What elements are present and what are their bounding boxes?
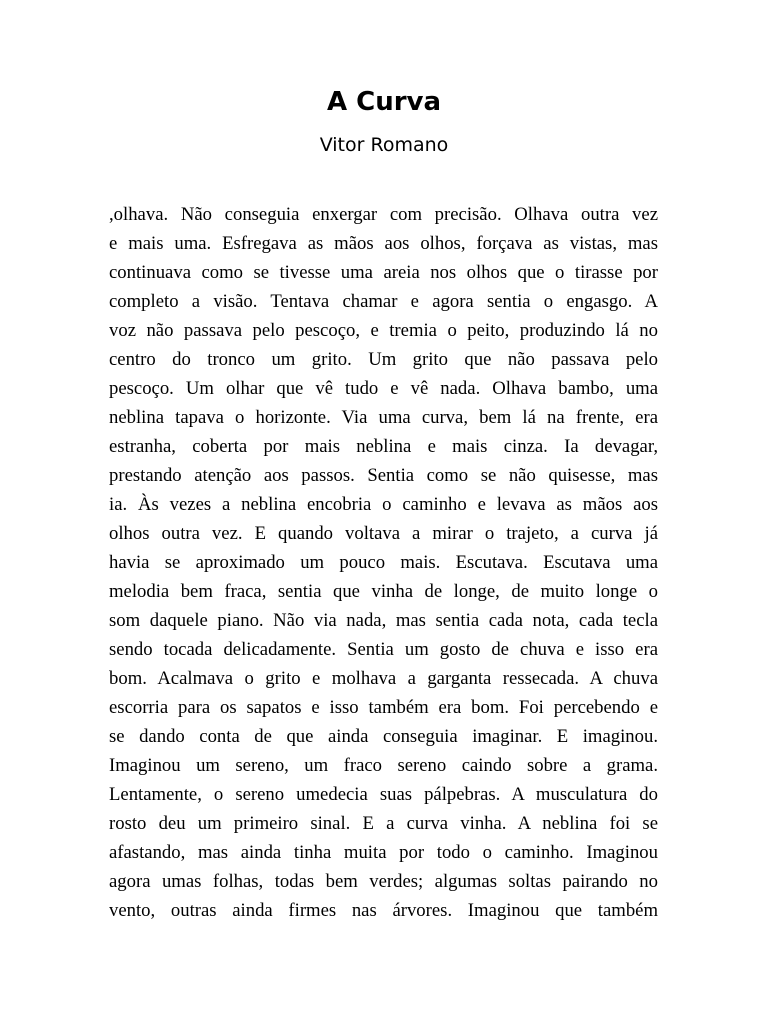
text-line: escorria para os sapatos e isso também era bom. Foi percebendo e xyxy=(109,697,658,718)
text-line: bom. Acalmava o grito e molhava a garganta ressecada. A chuva xyxy=(109,668,658,689)
text-line: e mais uma. Esfregava as mãos aos olhos, forçava as vistas, mas xyxy=(109,233,658,254)
body-paragraph xyxy=(109,200,658,925)
text-line: afastando, mas ainda tinha muita por todo o caminho. Imaginou xyxy=(109,842,658,863)
text-line: rosto deu um primeiro sinal. E a curva vinha. A neblina foi se xyxy=(109,813,658,834)
text-line: havia se aproximado um pouco mais. Escutava. Escutava uma xyxy=(109,552,658,573)
text-line: som daquele piano. Não via nada, mas sentia cada nota, cada tecla xyxy=(109,610,658,631)
text-line: agora umas folhas, todas bem verdes; algumas soltas pairando no xyxy=(109,871,658,892)
text-line: Imaginou um sereno, um fraco sereno caindo sobre a grama. xyxy=(109,755,658,776)
text-line: sendo tocada delicadamente. Sentia um gosto de chuva e isso era xyxy=(109,639,658,660)
text-line: continuava como se tivesse uma areia nos olhos que o tirasse por xyxy=(109,262,658,283)
text-line: olhos outra vez. E quando voltava a mirar o trajeto, a curva já xyxy=(109,523,658,544)
text-line: centro do tronco um grito. Um grito que não passava pelo xyxy=(109,349,658,370)
text-line: vento, outras ainda firmes nas árvores. Imaginou que também xyxy=(109,900,658,921)
text-line: Lentamente, o sereno umedecia suas pálpebras. A musculatura do xyxy=(109,784,658,805)
text-line: neblina tapava o horizonte. Via uma curva, bem lá na frente, era xyxy=(109,407,658,428)
text-line: ,olhava. Não conseguia enxergar com precisão. Olhava outra vez xyxy=(109,204,658,225)
text-line: ia. Às vezes a neblina encobria o caminho e levava as mãos aos xyxy=(109,494,658,515)
text-line: prestando atenção aos passos. Sentia como se não quisesse, mas xyxy=(109,465,658,486)
text-line: completo a visão. Tentava chamar e agora sentia o engasgo. A xyxy=(109,291,658,312)
document-title: A Curva xyxy=(326,87,442,117)
text-line: melodia bem fraca, sentia que vinha de longe, de muito longe o xyxy=(109,581,658,602)
text-line: pescoço. Um olhar que vê tudo e vê nada. Olhava bambo, uma xyxy=(109,378,658,399)
text-line: voz não passava pelo pescoço, e tremia o peito, produzindo lá no xyxy=(109,320,658,341)
author-name: Vitor Romano xyxy=(319,134,449,156)
text-line: estranha, coberta por mais neblina e mais cinza. Ia devagar, xyxy=(109,436,658,457)
text-line: se dando conta de que ainda conseguia imaginar. E imaginou. xyxy=(109,726,658,747)
